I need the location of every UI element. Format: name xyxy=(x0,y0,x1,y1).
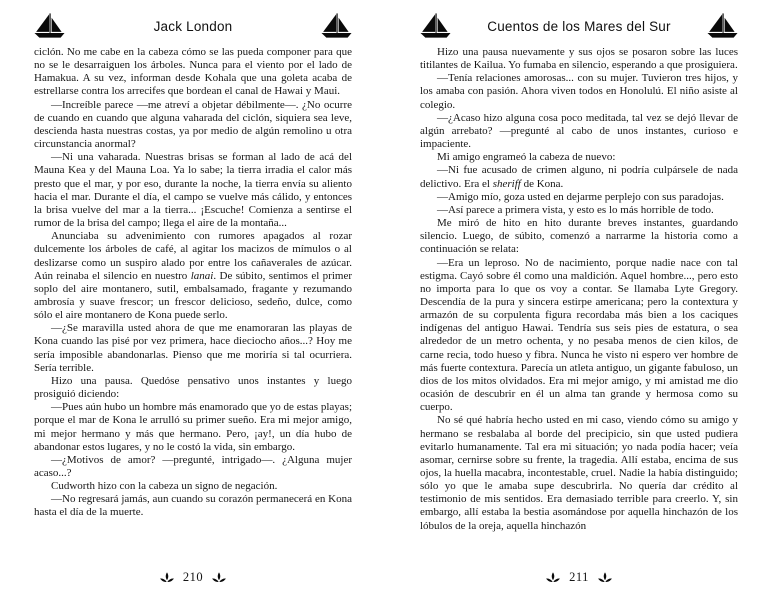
paragraph: ciclón. No me cabe en la cabeza cómo se las pueda componer para que no se le desarraiguen los árboles. Nunca para el viento por el lado de Hamakua. A su vez, informan desde Kohala que una goleta acaba de estrellarse contra los arrecifes que bordean el canal de Hawai y Maui. xyxy=(34,46,352,98)
page-number: 211 xyxy=(569,570,589,584)
paragraph: Cudworth hizo con la cabeza un signo de negación. xyxy=(51,480,278,493)
running-header-title: Cuentos de los Mares del Sur xyxy=(487,18,671,34)
page-body xyxy=(420,46,738,556)
paragraph: Hizo una pausa nuevamente y sus ojos se posaron sobre las luces titilantes de Kailua. Yo fumaba en silencio, esperando a que prosiguiera. xyxy=(420,46,738,72)
sailboat-icon xyxy=(707,13,738,39)
paragraph: Mi amigo engrameó la cabeza de nuevo: xyxy=(437,151,616,164)
page-footer xyxy=(0,570,386,585)
running-header xyxy=(34,11,352,41)
fleuron-ornament-icon xyxy=(598,572,612,584)
paragraph: Anunciaba su advenimiento con rumores apagados al rozar dulcemente los árboles de café, al agitar los macizos de mímulos o al deslizarse como un suspiro alado por entre los cañaverales de azúcar. Aún reinaba el silencio en nuestro lanai. De súbito, sentimos el primer soplo del aire montanero, sutil, embalsamado, fragante y rezumando ambrosía y suave frescor; un frescor delicioso, sedeño, dulce, como sólo el aire montanero de Kona puede serlo. xyxy=(34,230,352,322)
page-body xyxy=(34,46,352,556)
paragraph: —¿Motivos de amor? —pregunté, intrigado—. ¿Alguna mujer acaso...? xyxy=(34,453,352,479)
fleuron-ornament-icon xyxy=(546,572,560,584)
sailboat-icon xyxy=(34,13,65,39)
paragraph: No sé qué habría hecho usted en mi caso, viendo cómo su amigo y hermano se resbalaba al borde del precipicio, sin que usted pudiera evitarlo humanamente. Tal era mi situación; yo nada podía hacer; veía asomar, cernirse sobre su frente, la tragedia. Allí estaba, encima de sus ojos, la huella macabra, incontestable, cruel. Nadie la había distinguido; sólo yo que le amaba supe descubrirla. No quería dar crédito al testimonio de mis sentidos. Era demasiado terrible para creerlo. Y, sin embargo, allí estaba la bestia asomándose por aquella hinchazón de los lóbulos de la oreja, aquella hinchazón xyxy=(420,414,738,532)
paragraph: —Amigo mío, goza usted en dejarme perplejo con sus paradojas. xyxy=(437,190,724,203)
paragraph: —Así parece a primera vista, y esto es lo más horrible de todo. xyxy=(437,203,714,216)
paragraph: —Pues aún hubo un hombre más enamorado que yo de estas playas; porque el mar de Kona le arrulló su primer sueño. Era mi mejor amigo, mi mejor hermano y más que hermano. Pero, ¡ay!, un día hubo de abandonar estos lugares, y no le costó la vida, sin embargo. xyxy=(34,401,352,453)
running-header-title: Jack London xyxy=(153,18,233,34)
paragraph: Me miró de hito en hito durante breves instantes, guardando silencio. Luego, de súbito, comenzó a narrarme la historia como a continuación se relata: xyxy=(420,217,738,256)
page-number: 210 xyxy=(182,570,204,584)
paragraph: —Increíble parece —me atreví a objetar débilmente—. ¿No ocurre de cuando en cuando que alguna vaharada del ciclón, siquiera sea leve, descienda hasta nuestras costas, ya por medio de algún remolino u otra circunstancia anormal? xyxy=(34,98,352,151)
paragraph: —Ni una vaharada. Nuestras brisas se forman al lado de acá del Mauna Kea y del Mauna Loa. Ya lo sabe; la tierra irradia el calor más presto que el mar, y por eso, durante la noche, la tierra envía su aliento hacia el mar. Durante el día, el campo se vuelve más cálido, y entonces la brisa vuelve del mar a la tierra... ¡Escuche! Comienza a sentirse el rumor de la brisa del campo; llega el aire de la montaña... xyxy=(34,151,352,230)
fleuron-ornament-icon xyxy=(212,572,226,584)
paragraph: —Era un leproso. No de nacimiento, porque nadie nace con tal estigma. Cayó sobre él como una maldición. Aquel hombre..., pero esto no importa para lo que os voy a contar. Se llamaba Lyte Gregory. Descendía de la pura y sincera estirpe americana; pero la contextura y armazón de su corpulenta figura recordaba más bien a los caciques indígenas del antiguo Hawai. Tendría sus seis pies de estatura, o sea alrededor de un metro ochenta, y no pesaba menos de cien kilos, de carne recia, todo hueso y fibra. Nunca he visto ni espero ver hombre de más fuerte contextura. Parecía un atleta antiguo, un gigante fabuloso, un dios de los mitos olvidados. Era mi mejor amigo, y mi amistad me dio ocasión de descubrir en él un alma tan grande y hermosa como su cuerpo. xyxy=(420,256,738,414)
paragraph: —No regresará jamás, aun cuando su corazón permanecerá en Kona hasta el día de la muerte. xyxy=(34,493,352,519)
paragraph: —Tenía relaciones amorosas... con su mujer. Tuvieron tres hijos, y los amaba con pasión. Ahora viven todos en Honolulú. El niño asiste al colegio. xyxy=(420,72,738,111)
sailboat-icon xyxy=(420,13,451,39)
sailboat-icon xyxy=(321,13,352,39)
paragraph: —¿Se maravilla usted ahora de que me enamoraran las playas de Kona cuando las pisé por vez primera, hace dieciocho años...? Hoy me sería imposible abandonarlas. Pienso que me moriría si tal ocurriera. Sería terrible. xyxy=(34,322,352,374)
page-right xyxy=(386,0,772,600)
page-footer xyxy=(386,570,772,585)
paragraph: Hizo una pausa. Quedóse pensativo unos instantes y luego prosiguió diciendo: xyxy=(34,374,352,401)
fleuron-ornament-icon xyxy=(160,572,174,584)
paragraph: —¿Acaso hizo alguna cosa poco meditada, tal vez se dejó llevar de algún arrebato? —pregunté al cabo de unos instantes, curioso e impaciente. xyxy=(420,111,738,151)
running-header xyxy=(420,11,738,41)
paragraph: —Ni fue acusado de crimen alguno, ni podría culpársele de nada delictivo. Era el sheriff de Kona. xyxy=(420,164,738,190)
